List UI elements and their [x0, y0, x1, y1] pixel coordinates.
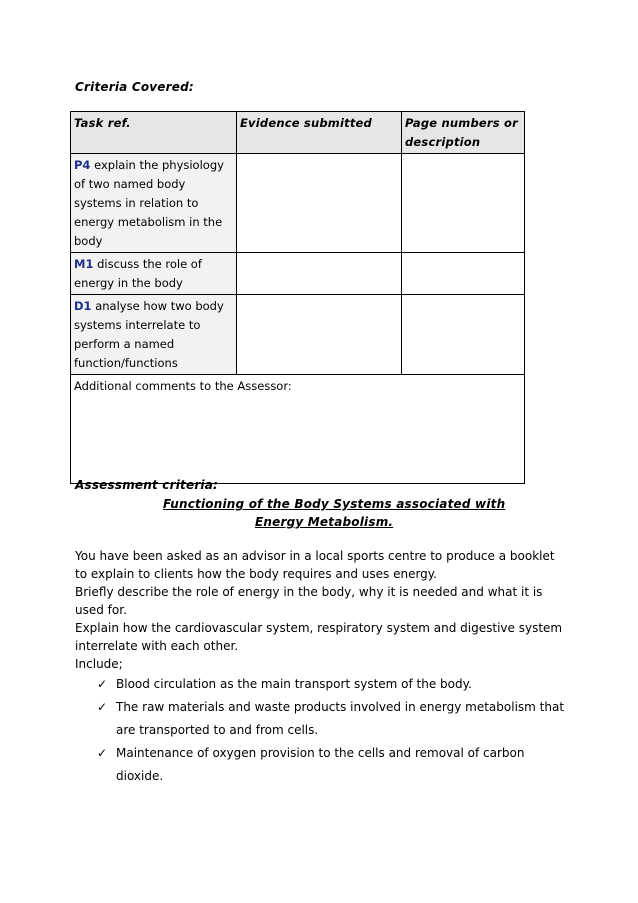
task-cell-p4 [71, 154, 237, 253]
paragraph: Briefly describe the role of energy in the body, why it is needed and what it is used for. [75, 585, 543, 617]
task-code: M1 [74, 257, 94, 271]
list-item [97, 742, 565, 788]
comments-label: Additional comments to the Assessor: [74, 379, 292, 393]
assignment-title-line-1: Functioning of the Body Systems associated with [163, 497, 506, 511]
page-numbers-cell[interactable] [402, 154, 525, 253]
task-description: explain the physiology of two named body systems in relation to energy metabolism in the body [74, 158, 224, 248]
checkmark-icon: ✓ [97, 700, 108, 714]
page-numbers-cell[interactable] [402, 295, 525, 375]
table-row [71, 154, 525, 253]
list-item-text: Blood circulation as the main transport system of the body. [116, 677, 472, 691]
list-item-text: Maintenance of oxygen provision to the cells and removal of carbon dioxide. [116, 746, 525, 783]
header-evidence-submitted: Evidence submitted [237, 112, 402, 154]
list-item-text: The raw materials and waste products involved in energy metabolism that are transported to and from cells. [116, 700, 565, 737]
comments-row [71, 375, 525, 484]
assignment-title-line-2: Energy Metabolism. [255, 515, 394, 529]
table-header-row [71, 112, 525, 154]
list-item [97, 696, 565, 742]
task-cell-m1 [71, 253, 237, 295]
comments-cell[interactable] [71, 375, 525, 484]
header-page-numbers: Page numbers or description [402, 112, 525, 154]
paragraph: Include; [75, 657, 123, 671]
task-cell-d1 [71, 295, 237, 375]
assessment-body [75, 547, 565, 788]
table-row [71, 295, 525, 375]
assessment-criteria-heading: Assessment criteria: [75, 478, 219, 492]
include-list [75, 673, 565, 788]
criteria-heading: Criteria Covered: [75, 80, 194, 94]
criteria-table [70, 111, 525, 484]
page-numbers-cell[interactable] [402, 253, 525, 295]
evidence-cell[interactable] [237, 154, 402, 253]
evidence-cell[interactable] [237, 295, 402, 375]
table-row [71, 253, 525, 295]
task-code: P4 [74, 158, 91, 172]
paragraph: You have been asked as an advisor in a local sports centre to produce a booklet to explain to clients how the body requires and uses energy. [75, 549, 555, 581]
header-task-ref: Task ref. [71, 112, 237, 154]
task-code: D1 [74, 299, 92, 313]
paragraph: Explain how the cardiovascular system, respiratory system and digestive system interrelate with each other. [75, 621, 563, 653]
checkmark-icon: ✓ [97, 677, 108, 691]
evidence-cell[interactable] [237, 253, 402, 295]
task-description: analyse how two body systems interrelate to perform a named function/functions [74, 299, 224, 370]
checkmark-icon: ✓ [97, 746, 108, 760]
list-item [97, 673, 565, 696]
task-description: discuss the role of energy in the body [74, 257, 202, 290]
